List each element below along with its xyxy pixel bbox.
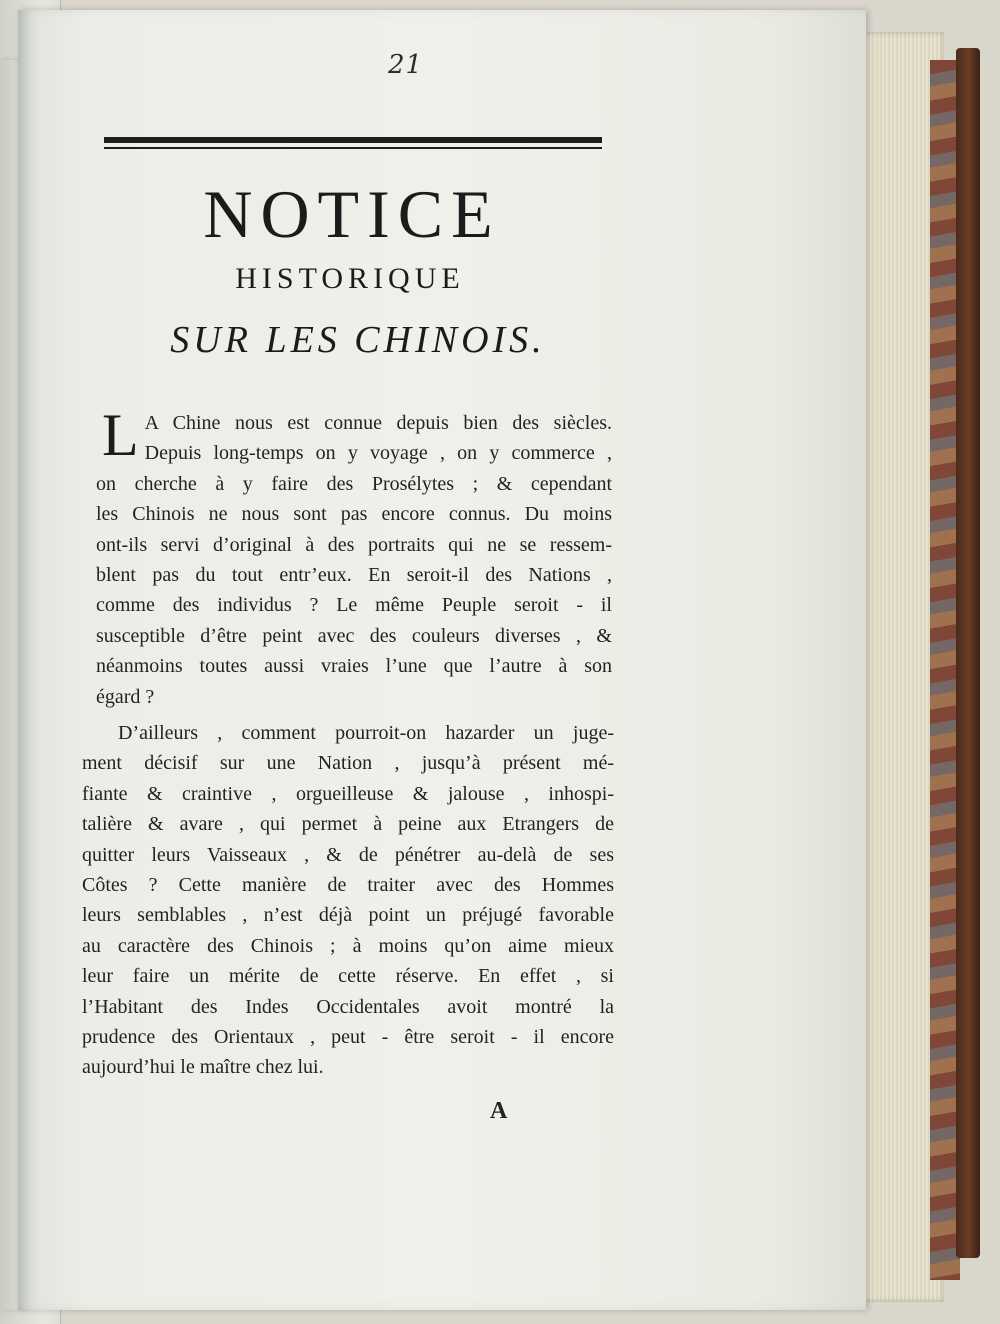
text-line: on cherche à y faire des Prosélytes ; & cependant xyxy=(96,472,612,495)
text-line: quitter leurs Vaisseaux , & de pénétrer au-delà de ses xyxy=(82,843,614,866)
header-rule-thick xyxy=(104,137,602,143)
text-line: Côtes ? Cette manière de traiter avec des Hommes xyxy=(82,874,614,897)
text-line: ont-ils servi d’original à des portraits qui ne se ressem- xyxy=(96,533,612,556)
page-subtitle-italic: SUR LES CHINOIS. xyxy=(170,319,546,361)
text-line: ment décisif sur une Nation , jusqu’à présent mé- xyxy=(82,752,614,775)
signature-mark: A xyxy=(490,1098,508,1124)
text-line: susceptible d’être peint avec des couleurs diverses , & xyxy=(96,624,612,647)
text-line: les Chinois ne nous sont pas encore connus. Du moins xyxy=(96,503,612,526)
page-subtitle: HISTORIQUE xyxy=(235,262,465,295)
text-line: comme des individus ? Le même Peuple seroit - il xyxy=(96,594,612,617)
text-line: aujourd’hui le maître chez lui. xyxy=(82,1056,324,1079)
text-line: Depuis long-temps on y voyage , on y commerce , xyxy=(144,442,612,465)
text-line: D’ailleurs , comment pourroit-on hazarder un juge- xyxy=(118,722,614,744)
text-line: fiante & craintive , orgueilleuse & jalouse , inhospi- xyxy=(82,782,614,805)
page-title: NOTICE xyxy=(203,176,501,252)
paragraph-1 xyxy=(96,402,612,712)
text-line: talière & avare , qui permet à peine aux Etrangers de xyxy=(82,813,614,836)
text-line: prudence des Orientaux , peut - être seroit - il encore xyxy=(82,1026,614,1049)
text-line: A Chine nous est connue depuis bien des siècles. xyxy=(144,412,612,434)
text-line: l’Habitant des Indes Occidentales avoit montré la xyxy=(82,995,614,1018)
header-rule-thin xyxy=(104,147,602,149)
paragraph-2 xyxy=(82,718,614,1083)
text-line: égard ? xyxy=(96,685,155,708)
text-line: blent pas du tout entr’eux. En seroit-il des Nations , xyxy=(96,564,612,587)
text-line: au caractère des Chinois ; à moins qu’on aime mieux xyxy=(82,934,614,957)
text-line: néanmoins toutes aussi vraies l’une que l’autre à son xyxy=(96,655,612,678)
text-line: leurs semblables , n’est déjà point un préjugé favorable xyxy=(82,904,614,927)
drop-cap: L xyxy=(102,402,139,468)
book-binding xyxy=(956,48,980,1258)
page-number: 21 xyxy=(388,50,424,80)
text-line: leur faire un mérite de cette réserve. En effet , si xyxy=(82,965,614,988)
